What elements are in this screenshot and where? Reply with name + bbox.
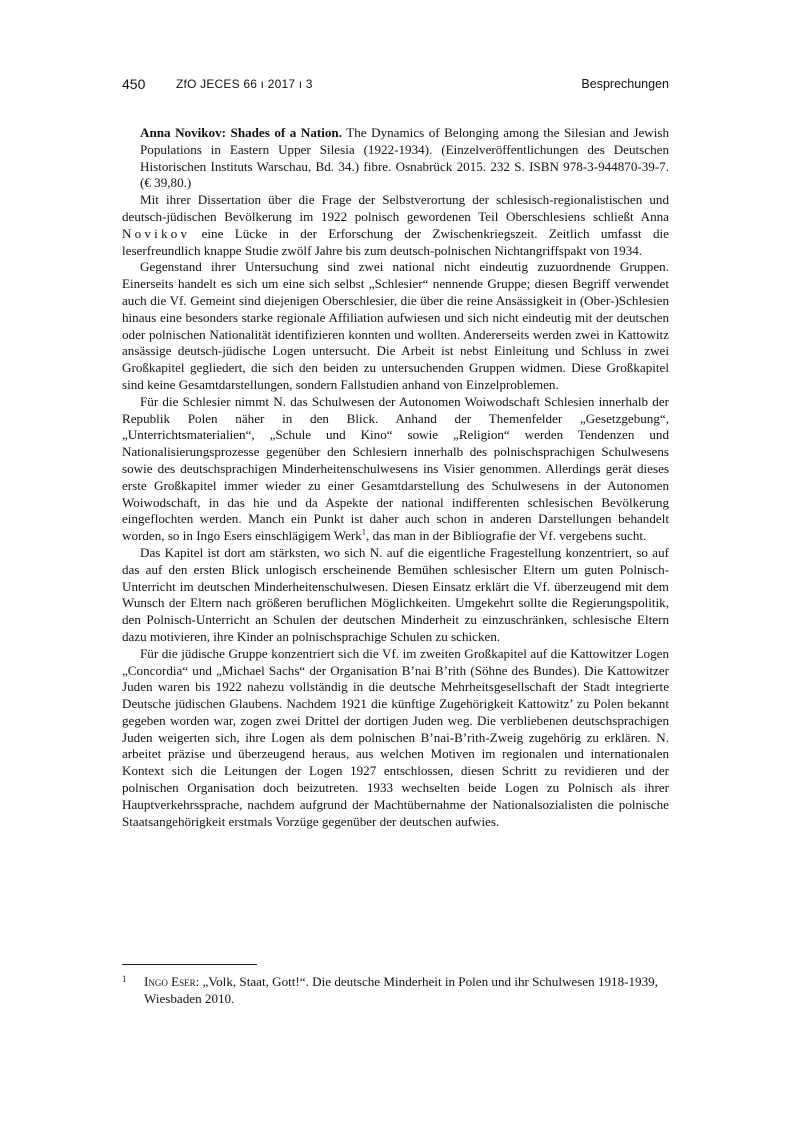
paragraph-3 bbox=[122, 394, 669, 545]
running-header bbox=[122, 76, 669, 96]
footnote-text bbox=[144, 974, 669, 1008]
review-bibliographic-heading bbox=[122, 125, 669, 192]
paragraph-4: Das Kapitel ist dort am stärksten, wo sich N. auf die eigentliche Fragestellung konzentriert, so auf das auf den ersten Blick unlogisch erscheinende Bemühen schlesischer Eltern um guten Polnisch-Unterricht im deutschen Minderheitenschulwesen. Diesen Einsatz erklärt die Vf. überzeugend mit dem Wunsch der Eltern nach größeren beruflichen Möglichkeiten. Umgekehrt sollte die Regierungspolitik, den Polnisch-Unterricht an Schulen der deutschen Minderheit zu einzuschränken, schlesische Eltern dazu motivieren, ihre Kinder an polnischsprachige Schulen zu schicken. bbox=[122, 544, 669, 644]
footnote bbox=[122, 974, 669, 1008]
author-name-spaced: Novikov bbox=[122, 225, 191, 241]
paragraph-1-text-a: Mit ihrer Dissertation über die Frage der Selbstverortung der schlesisch-regionalistischen und deutsch-jüdischen Bevölkerung im 1922 polnisch gewordenen Teil Oberschlesiens schließt Anna bbox=[122, 192, 669, 224]
review-body bbox=[122, 125, 669, 830]
footnote-number: 1 bbox=[122, 974, 127, 984]
paragraph-3-text-b: , das man in der Bibliografie der Vf. vergebens sucht. bbox=[366, 528, 647, 544]
review-author-title: Anna Novikov: Shades of a Nation. bbox=[140, 125, 342, 140]
footnote-reference[interactable]: 1 bbox=[361, 526, 367, 537]
paragraph-3-text-a: Für die Schlesier nimmt N. das Schulwesen der Autonomen Woiwodschaft Schlesien innerhalb der Republik Polen näher in den Blick. Anhand der Themenfelder „Gesetzgebung“, „Unterrichtsmaterialien“, „Schule und Kino“ sowie „Religion“ werden Tendenzen und Nationalisierungsprozesse gegenüber den Schlesiern innerhalb des polnischsprachigen Schulwesens sowie des deutschsprachigen Minderheitenschulwesens ins Visier genommen. Allerdings gerät dieses erste Großkapitel immer wieder zu einer Gesamtdarstellung des Schulwesens in der Autonomen Woiwodschaft, in das hie und da Aspekte der national indifferenten schlesischen Bevölkerung eingeflochten werden. Manch ein Punkt ist daher auch schon in anderen Darstellungen behandelt worden, so in Ingo Esers einschlägigem Werk bbox=[122, 393, 669, 544]
review-bibliographic-details: The Dynamics of Belonging among the Silesian and Jewish Populations in Eastern Upper Silesia (1922-1934). (Einzelveröffentlichungen des Deutschen Historischen Instituts Warschau, Bd. 34.) fibre. Osnabrück 2015. 232 S. ISBN 978-3-944870-39-7. (€ 39,80.) bbox=[140, 125, 669, 191]
page-number: 450 bbox=[122, 76, 146, 92]
footnote-citation: : „Volk, Staat, Gott!“. Die deutsche Minderheit in Polen und ihr Schulwesen 1918-1939, Wiesbaden 2010. bbox=[144, 974, 658, 1006]
section-title: Besprechungen bbox=[581, 77, 669, 91]
journal-reference: ZfO JECES 66 ı 2017 ı 3 bbox=[176, 77, 313, 91]
footnote-author: Ingo Eser bbox=[144, 974, 196, 989]
paragraph-1 bbox=[122, 192, 669, 259]
footnote-separator bbox=[122, 964, 257, 965]
paragraph-2: Gegenstand ihrer Untersuchung sind zwei national nicht eindeutig zuzuordnende Gruppen. Einerseits handelt es sich um eine sich selbst „Schlesier“ nennende Gruppe; diesen Begriff verwendet auch die Vf. Gemeint sind diejenigen Oberschlesier, die über die reine Ansässigkeit in (Ober-)Schlesien hinaus eine besonders starke regionale Affiliation aufwiesen und sich nicht eindeutig mit der deutschen oder polnischen Nationalität identifizieren konnten und wollten. Andererseits werden zwei in Kattowitz ansässige deutsch-jüdische Logen untersucht. Die Arbeit ist nebst Einleitung und Schluss in zwei Großkapitel gegliedert, die sich den beiden zu untersuchenden Gruppen widmen. Diese Großkapitel sind keine Gesamtdarstellungen, sondern Fallstudien anhand von Einzelproblemen. bbox=[122, 259, 669, 392]
paragraph-5: Für die jüdische Gruppe konzentriert sich die Vf. im zweiten Großkapitel auf die Kattowitzer Logen „Concordia“ und „Michael Sachs“ der Organisation B’nai B’rith (Söhne des Bundes). Die Kattowitzer Juden waren bis 1922 nahezu vollständig in die deutsche Mehrheitsgesellschaft der Stadt integrierte Deutsche jüdischen Glaubens. Nachdem 1921 die künftige Zugehörigkeit Kattowitz’ zu Polen bekannt gegeben worden war, zogen zwei Drittel der dortigen Juden weg. Die verbliebenen deutschsprachigen Juden weigerten sich, ihre Logen als dem polnischen B’nai-B’rith-Zweig zugehörig zu erklären. N. arbeitet präzise und überzeugend heraus, aus welchen Motiven im regionalen und internationalen Kontext sich die Leitungen der Logen 1927 entschlossen, diesen Schritt zu revidieren und der polnischen Organisation doch beizutreten. 1933 wechselten beide Logen zu Polnisch als ihrer Hauptverkehrssprache, nachdem aufgrund der Machtübernahme der Nationalsozialisten die polnische Staatsangehörigkeit erstmals Vorzüge gegenüber der deutschen aufwies. bbox=[122, 645, 669, 829]
paragraph-1-text-b: eine Lücke in der Erforschung der Zwischenkriegszeit. Zeitlich umfasst die leserfreundlich knappe Studie zwölf Jahre bis zum deutsch-polnischen Nichtangriffspakt von 1934. bbox=[122, 225, 669, 258]
